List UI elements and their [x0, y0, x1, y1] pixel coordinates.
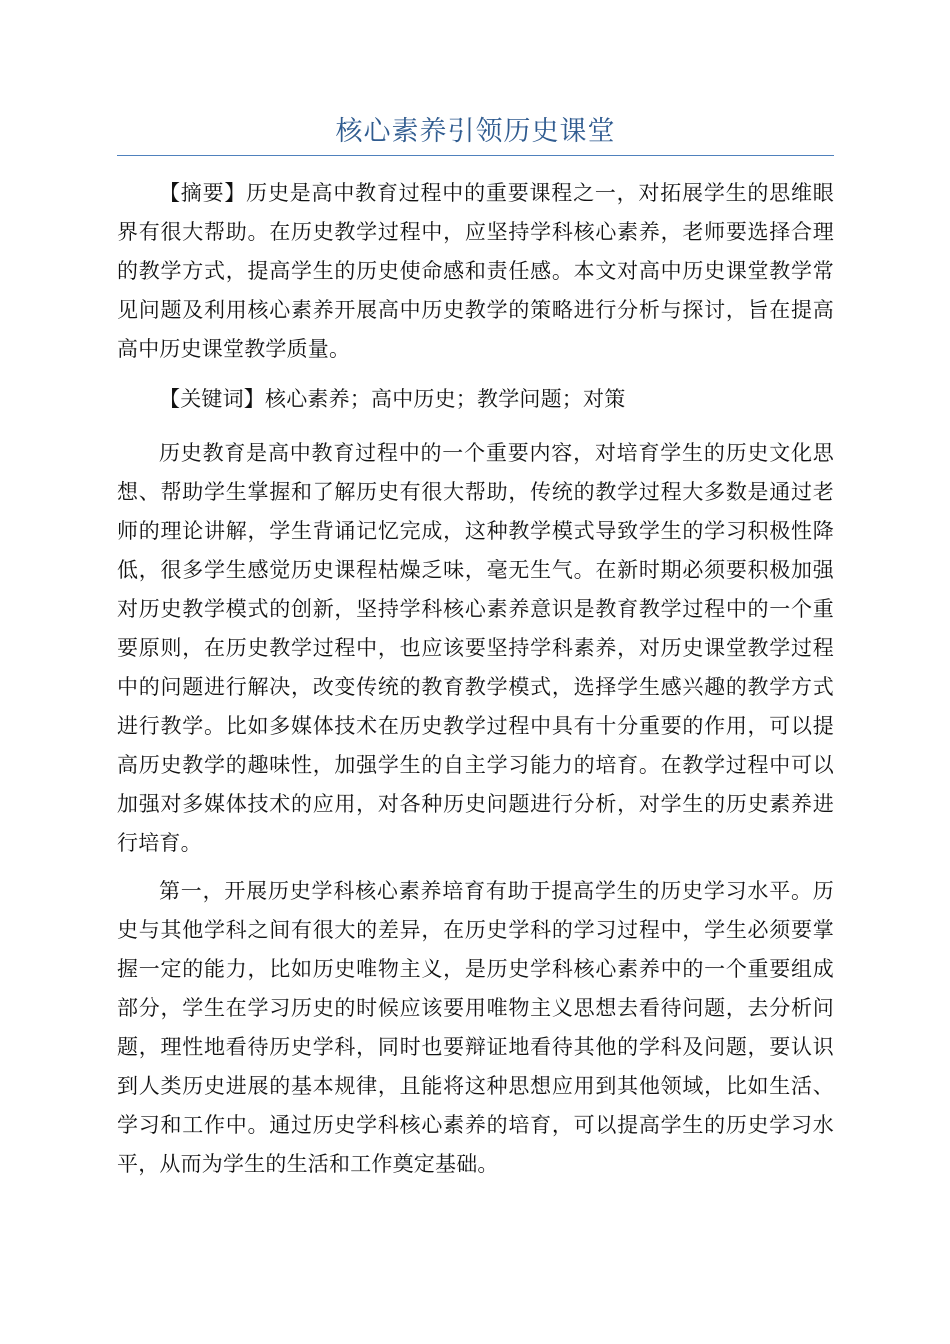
- body-paragraph-first-point: 第一，开展历史学科核心素养培育有助于提高学生的历史学习水平。历史与其他学科之间有很大的差异，在历史学科的学习过程中，学生必须要掌握一定的能力，比如历史唯物主义，是历史学科核心素养中的一个重要组成部分，学生在学习历史的时候应该要用唯物主义思想去看待问题，去分析问题，理性地看待历史学科，同时也要辩证地看待其他的学科及问题，要认识到人类历史进展的基本规律，且能将这种思想应用到其他领域，比如生活、学习和工作中。通过历史学科核心素养的培育，可以提高学生的历史学习水平，从而为学生的生活和工作奠定基础。: [117, 879, 834, 1176]
- abstract-paragraph: 【摘要】历史是高中教育过程中的重要课程之一，对拓展学生的思维眼界有很大帮助。在历史教学过程中，应坚持学科核心素养，老师要选择合理的教学方式，提高学生的历史使命感和责任感。本文对高中历史课堂教学常见问题及利用核心素养开展高中历史教学的策略进行分析与探讨，旨在提高高中历史课堂教学质量。: [117, 181, 834, 361]
- keywords-paragraph: 【关键词】核心素养；高中历史；教学问题；对策: [159, 387, 626, 411]
- document-title: 核心素养引领历史课堂: [335, 116, 616, 147]
- body-paragraph-intro: 历史教育是高中教育过程中的一个重要内容，对培育学生的历史文化思想、帮助学生掌握和了解历史有很大帮助，传统的教学过程大多数是通过老师的理论讲解，学生背诵记忆完成，这种教学模式导致学生的学习积极性降低，很多学生感觉历史课程枯燥乏味，毫无生气。在新时期必须要积极加强对历史教学模式的创新，坚持学科核心素养意识是教育教学过程中的一个重要原则，在历史教学过程中，也应该要坚持学科素养，对历史课堂教学过程中的问题进行解决，改变传统的教育教学模式，选择学生感兴趣的教学方式进行教学。比如多媒体技术在历史教学过程中具有十分重要的作用，可以提高历史教学的趣味性，加强学生的自主学习能力的培育。在教学过程中可以加强对多媒体技术的应用，对各种历史问题进行分析，对学生的历史素养进行培育。: [117, 441, 834, 855]
- title-underline: [117, 155, 834, 156]
